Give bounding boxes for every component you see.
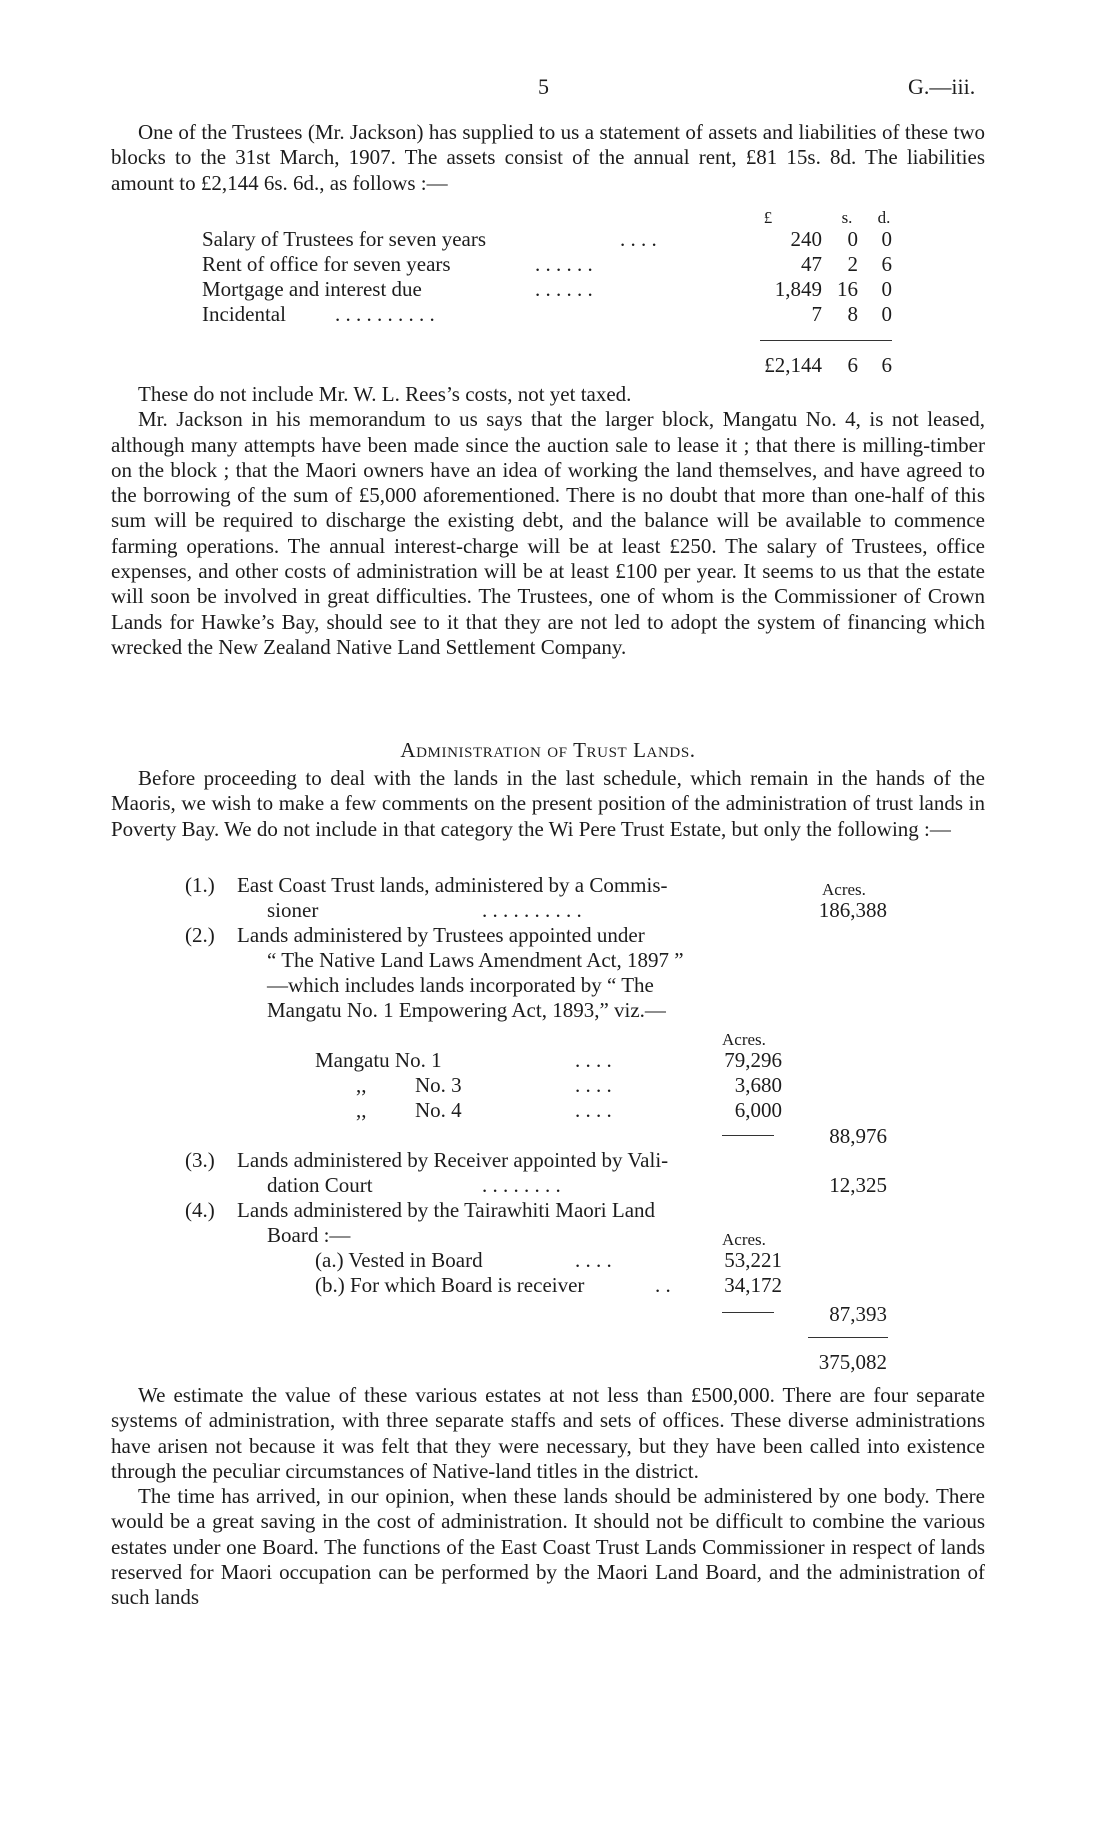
liability-label: Mortgage and interest due (202, 277, 422, 301)
dot-leader: . . . . (575, 1073, 612, 1097)
dot-leader: . . . . . . . . (482, 1173, 561, 1197)
sub-item-name: Mangatu No. 1 (315, 1048, 442, 1072)
liability-label: Incidental (202, 302, 286, 326)
total-pence: 6 (881, 353, 892, 377)
liability-shillings: 2 (847, 252, 858, 276)
liability-pence: 6 (881, 252, 892, 276)
item-text: sioner (267, 898, 319, 922)
item-number: (4.) (185, 1198, 215, 1222)
body-paragraphs (111, 382, 985, 660)
liability-shillings: 0 (847, 227, 858, 251)
sub-acres-header: Acres. (722, 1030, 766, 1049)
sub-item-name: No. 4 (415, 1098, 462, 1122)
page-number: 5 (538, 74, 549, 99)
acres-column-header: Acres. (822, 880, 866, 899)
liability-shillings: 8 (847, 302, 858, 326)
dot-leader: . . . . (620, 227, 657, 251)
item-subtotal: 87,393 (829, 1302, 887, 1326)
liability-pounds: 1,849 (774, 277, 822, 301)
subtotal-rule (722, 1312, 774, 1313)
subtotal-rule (722, 1135, 774, 1136)
ditto-mark: ,, (356, 1098, 367, 1122)
dot-leader: . . . . (575, 1248, 612, 1272)
dot-leader: . . (655, 1273, 671, 1297)
pence-header: d. (877, 208, 891, 227)
sub-item-acres: 3,680 (734, 1073, 782, 1097)
item-text: —which includes lands incorporated by “ The (267, 973, 654, 997)
item-text: Board :— (267, 1223, 351, 1247)
dot-leader: . . . . . . (535, 277, 593, 301)
section-intro-block (111, 766, 985, 842)
item-acres: 186,388 (818, 898, 887, 922)
dot-leader: . . . . (575, 1048, 612, 1072)
item-text: dation Court (267, 1173, 373, 1197)
grand-total-rule (808, 1337, 888, 1338)
liability-label: Rent of office for seven years (202, 252, 451, 276)
item-number: (1.) (185, 873, 215, 897)
total-rule (760, 340, 892, 341)
item-subtotal: 88,976 (829, 1124, 887, 1148)
section-intro-paragraph: Before proceeding to deal with the lands in the last schedule, which remain in the hands of the Maoris, we wish to make a few comments on the present position of the administration of trust lands in Poverty Bay. We do not include in that category the Wi Pere Trust Estate, but only the following :— (111, 766, 985, 841)
liability-pence: 0 (881, 277, 892, 301)
closing-paragraphs (111, 1383, 985, 1611)
dot-leader: . . . . . . (535, 252, 593, 276)
sub-item-acres: 6,000 (734, 1098, 782, 1122)
liability-label: Salary of Trustees for seven years (202, 227, 487, 251)
shillings-header: s. (841, 208, 853, 227)
dot-leader: . . . . . . . . . . (482, 898, 582, 922)
item-number: (3.) (185, 1148, 215, 1172)
section-heading: Administration of Trust Lands. (400, 738, 696, 762)
liability-pounds: 47 (801, 252, 822, 276)
dot-leader: . . . . (575, 1098, 612, 1122)
document-reference: G.—iii. (908, 74, 976, 99)
item-text: Lands administered by Trustees appointed under (237, 923, 645, 947)
item-number: (2.) (185, 923, 215, 947)
paragraph-estate-value: We estimate the value of these various estates at not less than £500,000. There are four separate systems of administration, with three separate staffs and sets of offices. These diverse administrations have arisen not because it was felt that they were necessary, but they have been called into existence through the peculiar circumstances of Native-land titles in the district. (111, 1383, 985, 1483)
paragraph-one-body: The time has arrived, in our opinion, when these lands should be administered by one body. There would be a great saving in the cost of administration. It should not be difficult to combine the various estates under one Board. The functions of the East Coast Trust Lands Commissioner in respect of lands reserved for Maori occupation can be performed by the Maori Land Board, and the administration of such lands (111, 1484, 985, 1610)
sub-item-acres: 34,172 (724, 1273, 782, 1297)
item-text: “ The Native Land Laws Amendment Act, 1897 ” (267, 948, 684, 972)
sub-item-name: (b.) For which Board is receiver (315, 1273, 585, 1297)
sub-item-acres: 53,221 (724, 1248, 782, 1272)
total-shillings: 6 (847, 353, 858, 377)
liability-shillings: 16 (837, 277, 858, 301)
sub-item-name: (a.) Vested in Board (315, 1248, 483, 1272)
sub-acres-header: Acres. (722, 1230, 766, 1249)
sub-item-acres: 79,296 (724, 1048, 782, 1072)
liability-pounds: 240 (790, 227, 822, 251)
sub-item-name: No. 3 (415, 1073, 462, 1097)
paragraph-rees-costs: These do not include Mr. W. L. Rees’s costs, not yet taxed. (138, 382, 632, 406)
item-acres: 12,325 (829, 1173, 887, 1197)
item-text: Mangatu No. 1 Empowering Act, 1893,” viz.— (267, 998, 666, 1022)
intro-paragraph-block (111, 120, 985, 196)
pounds-header: £ (763, 208, 773, 227)
ditto-mark: ,, (356, 1073, 367, 1097)
liability-pence: 0 (881, 227, 892, 251)
liability-pounds: 7 (811, 302, 822, 326)
dot-leader: . . . . . . . . . . (335, 302, 435, 326)
item-text: East Coast Trust lands, administered by a Commis- (237, 873, 668, 897)
item-text: Lands administered by the Tairawhiti Maori Land (237, 1198, 656, 1222)
total-pounds: £2,144 (764, 353, 822, 377)
grand-total-acres: 375,082 (818, 1350, 887, 1374)
intro-paragraph: One of the Trustees (Mr. Jackson) has supplied to us a statement of assets and liabilities of these two blocks to the 31st March, 1907. The assets consist of the annual rent, £81 15s. 8d. The liabilities amount to £2,144 6s. 6d., as follows :— (111, 120, 985, 195)
paragraph-jackson-memorandum: Mr. Jackson in his memorandum to us says that the larger block, Mangatu No. 4, is not leased, although many attempts have been made since the auction sale to lease it ; that there is milling-timber on the block ; that the Maori owners have an idea of working the land themselves, and have agreed to the borrowing of the sum of £5,000 aforementioned. There is no doubt that more than one-half of this sum will be required to discharge the existing debt, and the balance will be available to commence farming operations. The annual interest-charge will be at least £250. The salary of Trustees, office expenses, and other costs of administration will be at least £100 per year. It seems to us that the estate will soon be involved in great difficulties. The Trustees, one of whom is the Commissioner of Crown Lands for Hawke’s Bay, should see to it that they are not led to adopt the system of financing which wrecked the New Zealand Native Land Settlement Company. (111, 407, 985, 659)
liability-pence: 0 (881, 302, 892, 326)
item-text: Lands administered by Receiver appointed by Vali- (237, 1148, 669, 1172)
